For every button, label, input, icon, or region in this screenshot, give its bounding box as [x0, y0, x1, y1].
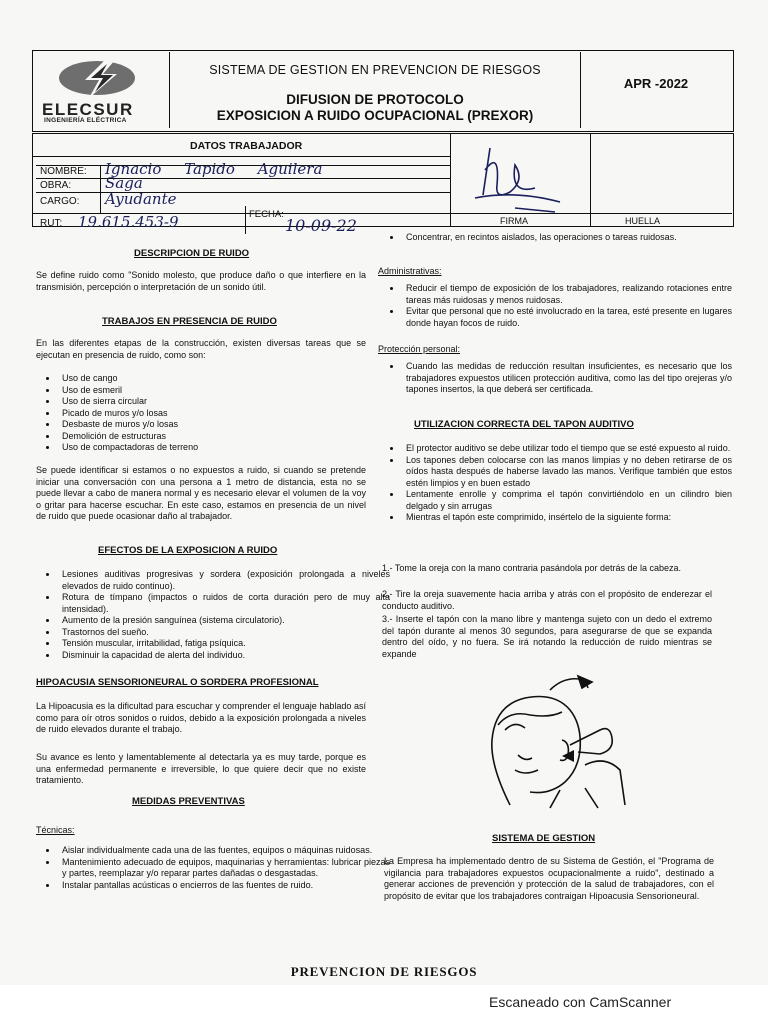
- tecnicas-item: • Instalar pantallas acústicas o encierros de las fuentes de ruido.: [58, 880, 390, 892]
- efectos-item: • Rotura de tímpano (impactos o ruidos de corta duración pero de muy alta intensidad).: [58, 592, 390, 615]
- efectos-item: • Trastornos del sueño.: [58, 627, 390, 639]
- rut-value: 19.615.453-9: [78, 213, 179, 231]
- identify-text: Se puede identificar si estamos o no expuestos a ruido, si cuando se pretende iniciar una conversación con una persona a 1 metro de distancia, esta no se puede llevar a cabo de manera normal y es necesario elevar el volumen de la voy o gritar para hacerse escuchar. En este caso, estamos en presencia de un nivel de ruido que puede ocasionar daño al trabajador.: [36, 465, 366, 521]
- name-label: NOMBRE:: [40, 166, 87, 177]
- footer-title: PREVENCION DE RIESGOS: [290, 964, 478, 979]
- desc-text: Se define ruido como "Sonido molesto, que produce daño o que interfiere en la transmisión, percepción o interpretación de un sonido útil.: [36, 270, 366, 292]
- admin-item: • Reducir el tiempo de exposición de los trabajadores, realizando rotaciones entre tareas más ruidosas y menos ruidosas.: [402, 283, 732, 306]
- cargo-label: CARGO:: [40, 196, 80, 207]
- tapon-item: • El protector auditivo se debe utilizar todo el tiempo que se esté expuesto al ruido.: [402, 443, 732, 455]
- logo-name: ELECSUR: [42, 100, 134, 119]
- trabajos-list: [34, 373, 368, 454]
- concentrar-list: [378, 232, 732, 244]
- trabajos-item: • Uso de sierra circular: [58, 396, 368, 408]
- worker-data-title: DATOS TRABAJADOR: [190, 140, 303, 152]
- proteccion-item: • Cuando las medidas de reducción resultan insuficientes, es necesario que los trabajadores expuestos utilicen protección auditiva, como las del tipo orejeras y/o tapones insertos, la que deberá ser certificada.: [402, 361, 732, 396]
- tapon-item: • Mientras el tapón este comprimido, insértelo de la siguiente forma:: [402, 512, 732, 524]
- trabajos-item: • Uso de compactadoras de terreno: [58, 442, 368, 454]
- trabajos-item: • Demolición de estructuras: [58, 431, 368, 443]
- system-title: SISTEMA DE GESTION EN PREVENCION DE RIESGOS: [209, 63, 541, 77]
- name-value: Ignacio Tapido Aguilera: [105, 160, 323, 178]
- doc-title-line2: EXPOSICION A RUIDO OCUPACIONAL (PREXOR): [216, 108, 534, 123]
- efectos-title: EFECTOS DE LA EXPOSICION A RUIDO: [98, 545, 278, 556]
- tapon-item: • Lentamente enrolle y comprima el tapón convirtiéndolo en un cilindro bien delgado y sin arrugas: [402, 489, 732, 512]
- tapon-list: [378, 443, 732, 524]
- obra-value: Saga: [105, 174, 143, 192]
- hipo-text-2: Su avance es lento y lamentablemente al detectarla ya es muy tarde, porque es una enfermedad permanente e irreversible, lo que quiere decir que no existe tratamiento.: [36, 752, 366, 785]
- trabajos-text: En las diferentes etapas de la construcción, existen diversas tareas que se ejecutan en presencia de ruido, como son:: [36, 338, 366, 360]
- tapon-item: • Los tapones deben colocarse con las manos limpias y no deben retirarse de os oídos hasta después de haberse lavado las manos. Verifique también que estos estén limpios y en buen estado: [402, 455, 732, 490]
- elecsur-logo-icon: [55, 58, 145, 100]
- obra-label: OBRA:: [40, 180, 72, 191]
- sistema-text: La Empresa ha implementado dentro de su Sistema de Gestión, el "Programa de vigilancia para trabajadores expuestos ocupacionalmente a ruido", destinado a generar acciones de prevención y protección de la salud de trabajadores, con el propósito de evitar que los trabajadores contraigan Hipoacusia Sensorioneural.: [384, 856, 714, 901]
- firma-label: FIRMA: [500, 216, 528, 226]
- trabajos-item: • Picado de muros y/o losas: [58, 408, 368, 420]
- hipo-title: HIPOACUSIA SENSORIONEURAL O SORDERA PROFESIONAL: [36, 677, 319, 688]
- trabajos-item: • Uso de cango: [58, 373, 368, 385]
- desc-title: DESCRIPCION DE RUIDO: [134, 248, 250, 259]
- tecnicas-item: • Aislar individualmente cada una de las fuentes, equipos o máquinas ruidosas.: [58, 845, 390, 857]
- concentrar-item: • Concentrar, en recintos aislados, las operaciones o tareas ruidosas.: [402, 232, 732, 244]
- efectos-item: • Aumento de la presión sanguínea (sistema circulatorio).: [58, 615, 390, 627]
- step-2: 2.- Tire la oreja suavemente hacia arriba y atrás con el propósito de enderezar el conducto auditivo.: [382, 589, 712, 611]
- fecha-label: FECHA:: [249, 209, 284, 220]
- trabajos-item: • Desbaste de muros y/o losas: [58, 419, 368, 431]
- tapon-title: UTILIZACION CORRECTA DEL TAPON AUDITIVO: [414, 419, 634, 430]
- medidas-title: MEDIDAS PREVENTIVAS: [132, 796, 245, 807]
- ear-plug-insertion-illustration: [470, 670, 630, 810]
- logo-tagline: INGENIERÍA ELÉCTRICA: [44, 117, 127, 124]
- proteccion-title: Protección personal:: [378, 344, 461, 354]
- trabajos-title: TRABAJOS EN PRESENCIA DE RUIDO: [102, 316, 277, 327]
- trabajos-item: • Uso de esmeril: [58, 385, 368, 397]
- doc-title: [175, 92, 575, 124]
- fecha-value: 10-09-22: [285, 216, 357, 235]
- rut-label: RUT:: [40, 218, 63, 229]
- step-1: 1.- Tome la oreja con la mano contraria pasándola por detrás de la cabeza.: [382, 563, 682, 573]
- efectos-item: • Disminuir la capacidad de alerta del individuo.: [58, 650, 390, 662]
- admin-item: • Evitar que personal que no esté involucrado en la tarea, esté presente en lugares donde hayan focos de ruido.: [402, 306, 732, 329]
- doc-title-line1: DIFUSION DE PROTOCOLO: [286, 92, 464, 107]
- tecnicas-title: Técnicas:: [36, 825, 75, 835]
- tecnicas-item: • Mantenimiento adecuado de equipos, maquinarias y herramientas: lubricar piezas y partes, reemplazar y/o reparar partes dañadas o desgastadas.: [58, 857, 390, 880]
- camscanner-watermark: Escaneado con CamScanner: [489, 994, 672, 1010]
- efectos-item: • Tensión muscular, irritabilidad, fatiga psíquica.: [58, 638, 390, 650]
- admin-list: [378, 283, 732, 329]
- cargo-value: Ayudante: [105, 190, 177, 208]
- efectos-list: [34, 569, 390, 661]
- admin-title: Administrativas:: [378, 266, 442, 276]
- efectos-item: • Lesiones auditivas progresivas y sordera (exposición prolongada a niveles elevados de ruido continuo).: [58, 569, 390, 592]
- sistema-title: SISTEMA DE GESTION: [492, 833, 596, 844]
- huella-label: HUELLA: [625, 216, 661, 226]
- tecnicas-list: [34, 845, 390, 891]
- proteccion-list: [378, 361, 732, 396]
- signature-icon: [455, 140, 575, 220]
- doc-code: APR -2022: [623, 76, 689, 91]
- hipo-text-1: La Hipoacusia es la dificultad para escuchar y comprender el lenguaje hablado así como para oír otros sonidos o ruidos, debido a la exposición prolongada a niveles de ruido elevados durante el trabajo.: [36, 701, 366, 734]
- step-3: 3.- Inserte el tapón con la mano libre y mantenga sujeto con un dedo el extremo del tapón durante al menos 30 segundos, para asegurarse de que se expanda dentro del oído, y no fuera. Se irá notando la reducción de ruido mientras se expande: [382, 614, 712, 659]
